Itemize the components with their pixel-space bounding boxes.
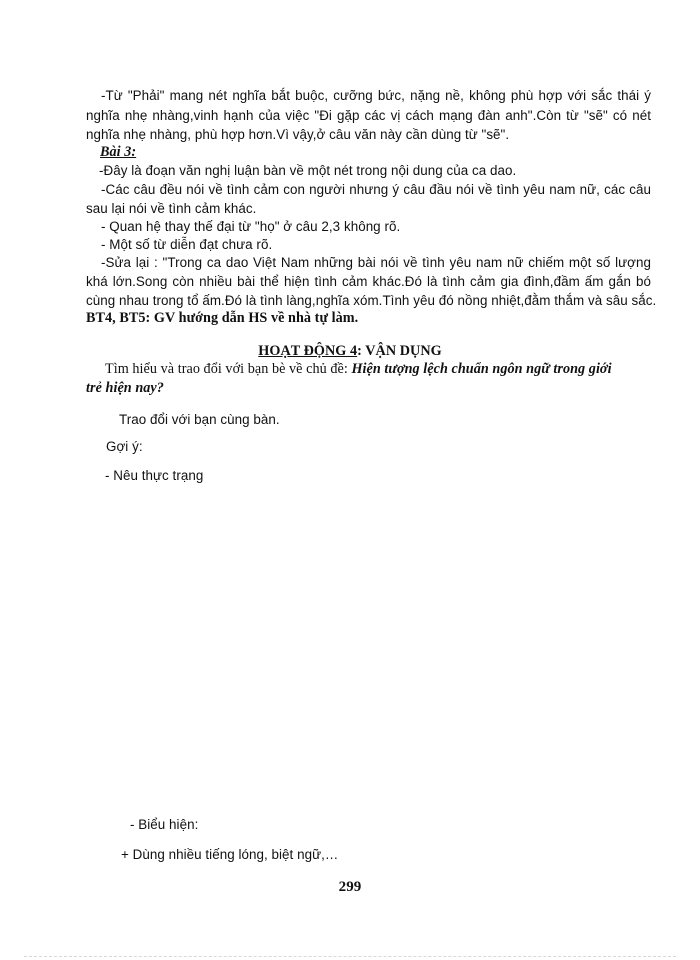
- bai3-item5-line1: -Sửa lại : "Trong ca dao Việt Nam những bài nói về tình yêu nam nữ chiếm một số lượng: [101, 255, 651, 270]
- task-line1-plain: Tìm hiểu và trao đổi với bạn bè về chủ đề:: [105, 361, 352, 377]
- bai3-item4: - Một số từ diễn đạt chưa rõ.: [101, 237, 273, 252]
- hint-label: Gợi ý:: [106, 439, 143, 454]
- bullet-current-state: - Nêu thực trạng: [105, 468, 204, 483]
- bai3-item1: -Đây là đoạn văn nghị luận bàn về một nét trong nội dung của ca dao.: [99, 163, 517, 178]
- footer-divider: [24, 956, 676, 957]
- bai3-item3: - Quan hệ thay thế đại từ "họ" ở câu 2,3 không rõ.: [101, 219, 401, 234]
- task-line1: [105, 360, 612, 379]
- activity-heading: [0, 342, 700, 361]
- task-line1-bold: Hiện tượng lệch chuẩn ngôn ngữ trong giới: [351, 361, 612, 377]
- bullet-slang: + Dùng nhiều tiếng lóng, biệt ngữ,…: [121, 847, 339, 862]
- discuss-line: Trao đổi với bạn cùng bàn.: [119, 412, 280, 427]
- task-line2: trẻ hiện nay?: [86, 380, 164, 396]
- bt45-instruction: BT4, BT5: GV hướng dẫn HS về nhà tự làm.: [86, 310, 359, 326]
- para1-line2: nghĩa nhẹ nhàng,vinh hạnh của việc "Đi gặp các vị cách mạng đàn anh".Còn từ "sẽ" có nét: [86, 108, 651, 123]
- bai3-item5-line2: khá lớn.Song còn nhiều bài thể hiện tình cảm khác.Đó là tình cảm gia đình,đầm ấm gắn bó: [86, 274, 651, 289]
- bullet-manifestation: - Biểu hiện:: [130, 817, 199, 832]
- bai3-item2-line2: sau lại nói về tình cảm khác.: [86, 201, 257, 216]
- bai3-heading: Bài 3:: [100, 144, 137, 160]
- page-number: 299: [338, 879, 362, 895]
- activity-heading-rest: : VẬN DỤNG: [357, 343, 442, 359]
- para1-line3: nghĩa nhẹ nhàng, phù hợp hơn.Vì vậy,ở câu văn này cần dùng từ "sẽ".: [86, 127, 510, 142]
- activity-heading-underlined: HOẠT ĐỘNG 4: [258, 343, 358, 359]
- bai3-item5-line3: cùng nhau trong tổ ấm.Đó là tình làng,nghĩa xóm.Tình yêu đó nồng nhiệt,đằm thắm và sâu sắc.: [86, 293, 657, 308]
- para1-line1: -Từ "Phải" mang nét nghĩa bắt buộc, cưỡng bức, nặng nề, không phù hợp với sắc thái ý: [101, 88, 651, 103]
- bai3-item2-line1: -Các câu đều nói về tình cảm con người nhưng ý câu đầu nói về tình yêu nam nữ, các câu: [101, 182, 651, 197]
